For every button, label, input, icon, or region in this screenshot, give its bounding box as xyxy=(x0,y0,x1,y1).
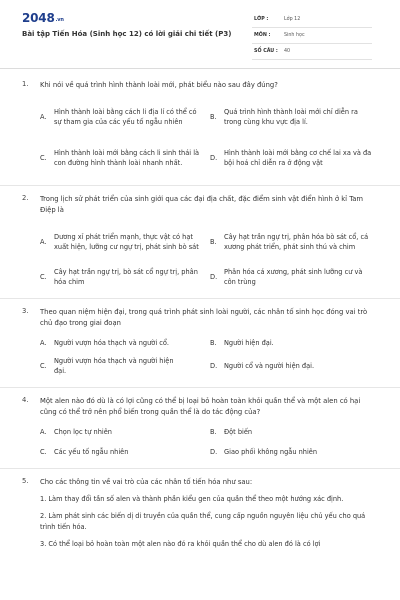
option-text: Chọn lọc tự nhiên xyxy=(54,427,112,436)
option-c[interactable] xyxy=(40,148,208,169)
option-c[interactable] xyxy=(40,356,208,377)
option-letter: A. xyxy=(40,238,47,246)
question-text: Theo quan niệm hiện đại, trong quá trình phát sinh loài người, các nhân tố sinh học đóng vai trò chủ đạo trong giai đoạn xyxy=(40,308,368,327)
meta-row-class xyxy=(252,14,372,28)
option-text: Các yếu tố ngẫu nhiên xyxy=(54,447,129,456)
header-divider xyxy=(0,68,400,69)
option-b[interactable] xyxy=(210,338,378,349)
question-divider xyxy=(0,185,400,186)
option-letter: A. xyxy=(40,339,47,347)
option-letter: D. xyxy=(210,362,218,370)
options xyxy=(40,224,378,290)
option-a[interactable] xyxy=(40,338,208,349)
option-letter: C. xyxy=(40,448,47,456)
option-letter: B. xyxy=(210,428,217,436)
option-text: Giao phối không ngẫu nhiên xyxy=(224,447,318,456)
option-text: Người cổ và người hiện đại. xyxy=(224,361,315,370)
option-d[interactable] xyxy=(210,361,378,372)
option-b[interactable] xyxy=(210,427,378,438)
meta-row-subject xyxy=(252,30,372,44)
question-divider xyxy=(0,298,400,299)
option-letter: A. xyxy=(40,428,47,436)
question-number: 3. xyxy=(22,307,29,315)
options xyxy=(40,99,378,177)
option-text: Cây hạt trần ngự trị, bò sát cổ ngự trị, phân hóa chim xyxy=(54,267,198,286)
option-text: Hình thành loài mới bằng cách li sinh thái là con đường hình thành loài nhanh nhất. xyxy=(54,148,200,167)
meta-value: 40 xyxy=(284,49,291,54)
option-letter: B. xyxy=(210,113,217,121)
meta-value: Lớp 12 xyxy=(284,17,301,22)
option-letter: C. xyxy=(40,154,47,162)
question-3 xyxy=(0,307,400,379)
meta-value: Sinh học xyxy=(284,33,305,38)
question-list xyxy=(0,80,400,550)
question-number: 2. xyxy=(22,194,29,202)
options xyxy=(40,424,378,460)
option-text: Người hiện đại. xyxy=(224,338,274,347)
question-number: 1. xyxy=(22,80,29,88)
question-text: Khi nói về quá trình hình thành loài mới, phát biểu nào sau đây đúng? xyxy=(40,81,278,89)
statement-2: 2. Làm phát sinh các biến dị di truyền của quần thể, cung cấp nguồn nguyên liệu chủ yếu cho quá trình tiến hóa. xyxy=(40,512,366,531)
option-letter: C. xyxy=(40,273,47,281)
option-letter: D. xyxy=(210,273,218,281)
question-divider xyxy=(0,387,400,388)
option-letter: D. xyxy=(210,154,218,162)
question-number: 5. xyxy=(22,477,29,485)
statement-3: 3. Có thể loại bỏ hoàn toàn một alen nào đó ra khỏi quần thể cho dù alen đó là có lợi xyxy=(40,540,321,548)
site-logo[interactable] xyxy=(22,11,64,25)
question-2 xyxy=(0,194,400,290)
option-text: Phân hóa cá xương, phát sinh lưỡng cư và côn trùng xyxy=(224,267,363,286)
meta-row-count xyxy=(252,46,372,60)
option-letter: C. xyxy=(40,362,47,370)
logo-suffix-text: .vn xyxy=(55,17,64,23)
option-b[interactable] xyxy=(210,232,378,253)
meta-key: MÔN : xyxy=(254,33,271,38)
document-meta xyxy=(252,14,372,62)
option-text: Quá trình hình thành loài mới chỉ diễn ra trong cùng khu vực địa lí. xyxy=(224,107,358,126)
options xyxy=(40,335,378,379)
option-letter: B. xyxy=(210,238,217,246)
option-letter: D. xyxy=(210,448,218,456)
question-text: Trong lịch sử phát triển của sinh giới qua các đại địa chất, đặc điểm sinh vật điển hình ở kỉ Tam Điệp là xyxy=(40,195,364,214)
option-d[interactable] xyxy=(210,148,378,169)
question-divider xyxy=(0,468,400,469)
option-text: Người vượn hóa thạch và người cổ. xyxy=(54,338,170,347)
option-letter: A. xyxy=(40,113,47,121)
question-number: 4. xyxy=(22,396,29,404)
option-text: Người vượn hóa thạch và người hiện đại. xyxy=(54,356,174,375)
option-letter: B. xyxy=(210,339,217,347)
option-text: Cây hạt trần ngự trị, phân hóa bò sát cổ, cá xương phát triển, phát sinh thú và chim xyxy=(224,232,369,251)
question-text: Cho các thông tin về vai trò của các nhân tố tiến hóa như sau: xyxy=(40,478,253,486)
question-5 xyxy=(0,477,400,550)
option-text: Hình thành loài mới bằng cơ chế lai xa và đa bội hoá chỉ diễn ra ở động vật xyxy=(224,148,372,167)
option-text: Dương xỉ phát triển mạnh, thực vật có hạt xuất hiện, lưỡng cư ngự trị, phát sinh bò sát xyxy=(54,232,199,251)
option-d[interactable] xyxy=(210,267,378,288)
option-c[interactable] xyxy=(40,267,208,288)
document-title: Bài tập Tiến Hóa (Sinh học 12) có lời giải chi tiết (P3) xyxy=(22,30,232,38)
question-text: Một alen nào đó dù là có lợi cũng có thể bị loại bỏ hoàn toàn khỏi quần thể và một alen có hại cũng có thể trở nên phổ biến trong quần thể là do tác động của? xyxy=(40,397,361,416)
statement-1: 1. Làm thay đổi tần số alen và thành phần kiểu gen của quần thể theo một hướng xác định. xyxy=(40,495,344,503)
logo-main-text: 2048 xyxy=(22,11,55,25)
option-d[interactable] xyxy=(210,447,378,458)
option-c[interactable] xyxy=(40,447,208,458)
meta-key: LỚP : xyxy=(254,17,269,22)
option-text: Hình thành loài bằng cách li địa lí có thể có sự tham gia của các yếu tố ngẫu nhiên xyxy=(54,107,197,126)
meta-key: SỐ CÂU : xyxy=(254,49,278,54)
option-a[interactable] xyxy=(40,427,208,438)
option-a[interactable] xyxy=(40,232,208,253)
option-b[interactable] xyxy=(210,107,378,128)
question-1 xyxy=(0,80,400,177)
question-4 xyxy=(0,396,400,460)
option-a[interactable] xyxy=(40,107,208,128)
page-header xyxy=(0,0,400,68)
option-text: Đột biến xyxy=(224,427,253,436)
